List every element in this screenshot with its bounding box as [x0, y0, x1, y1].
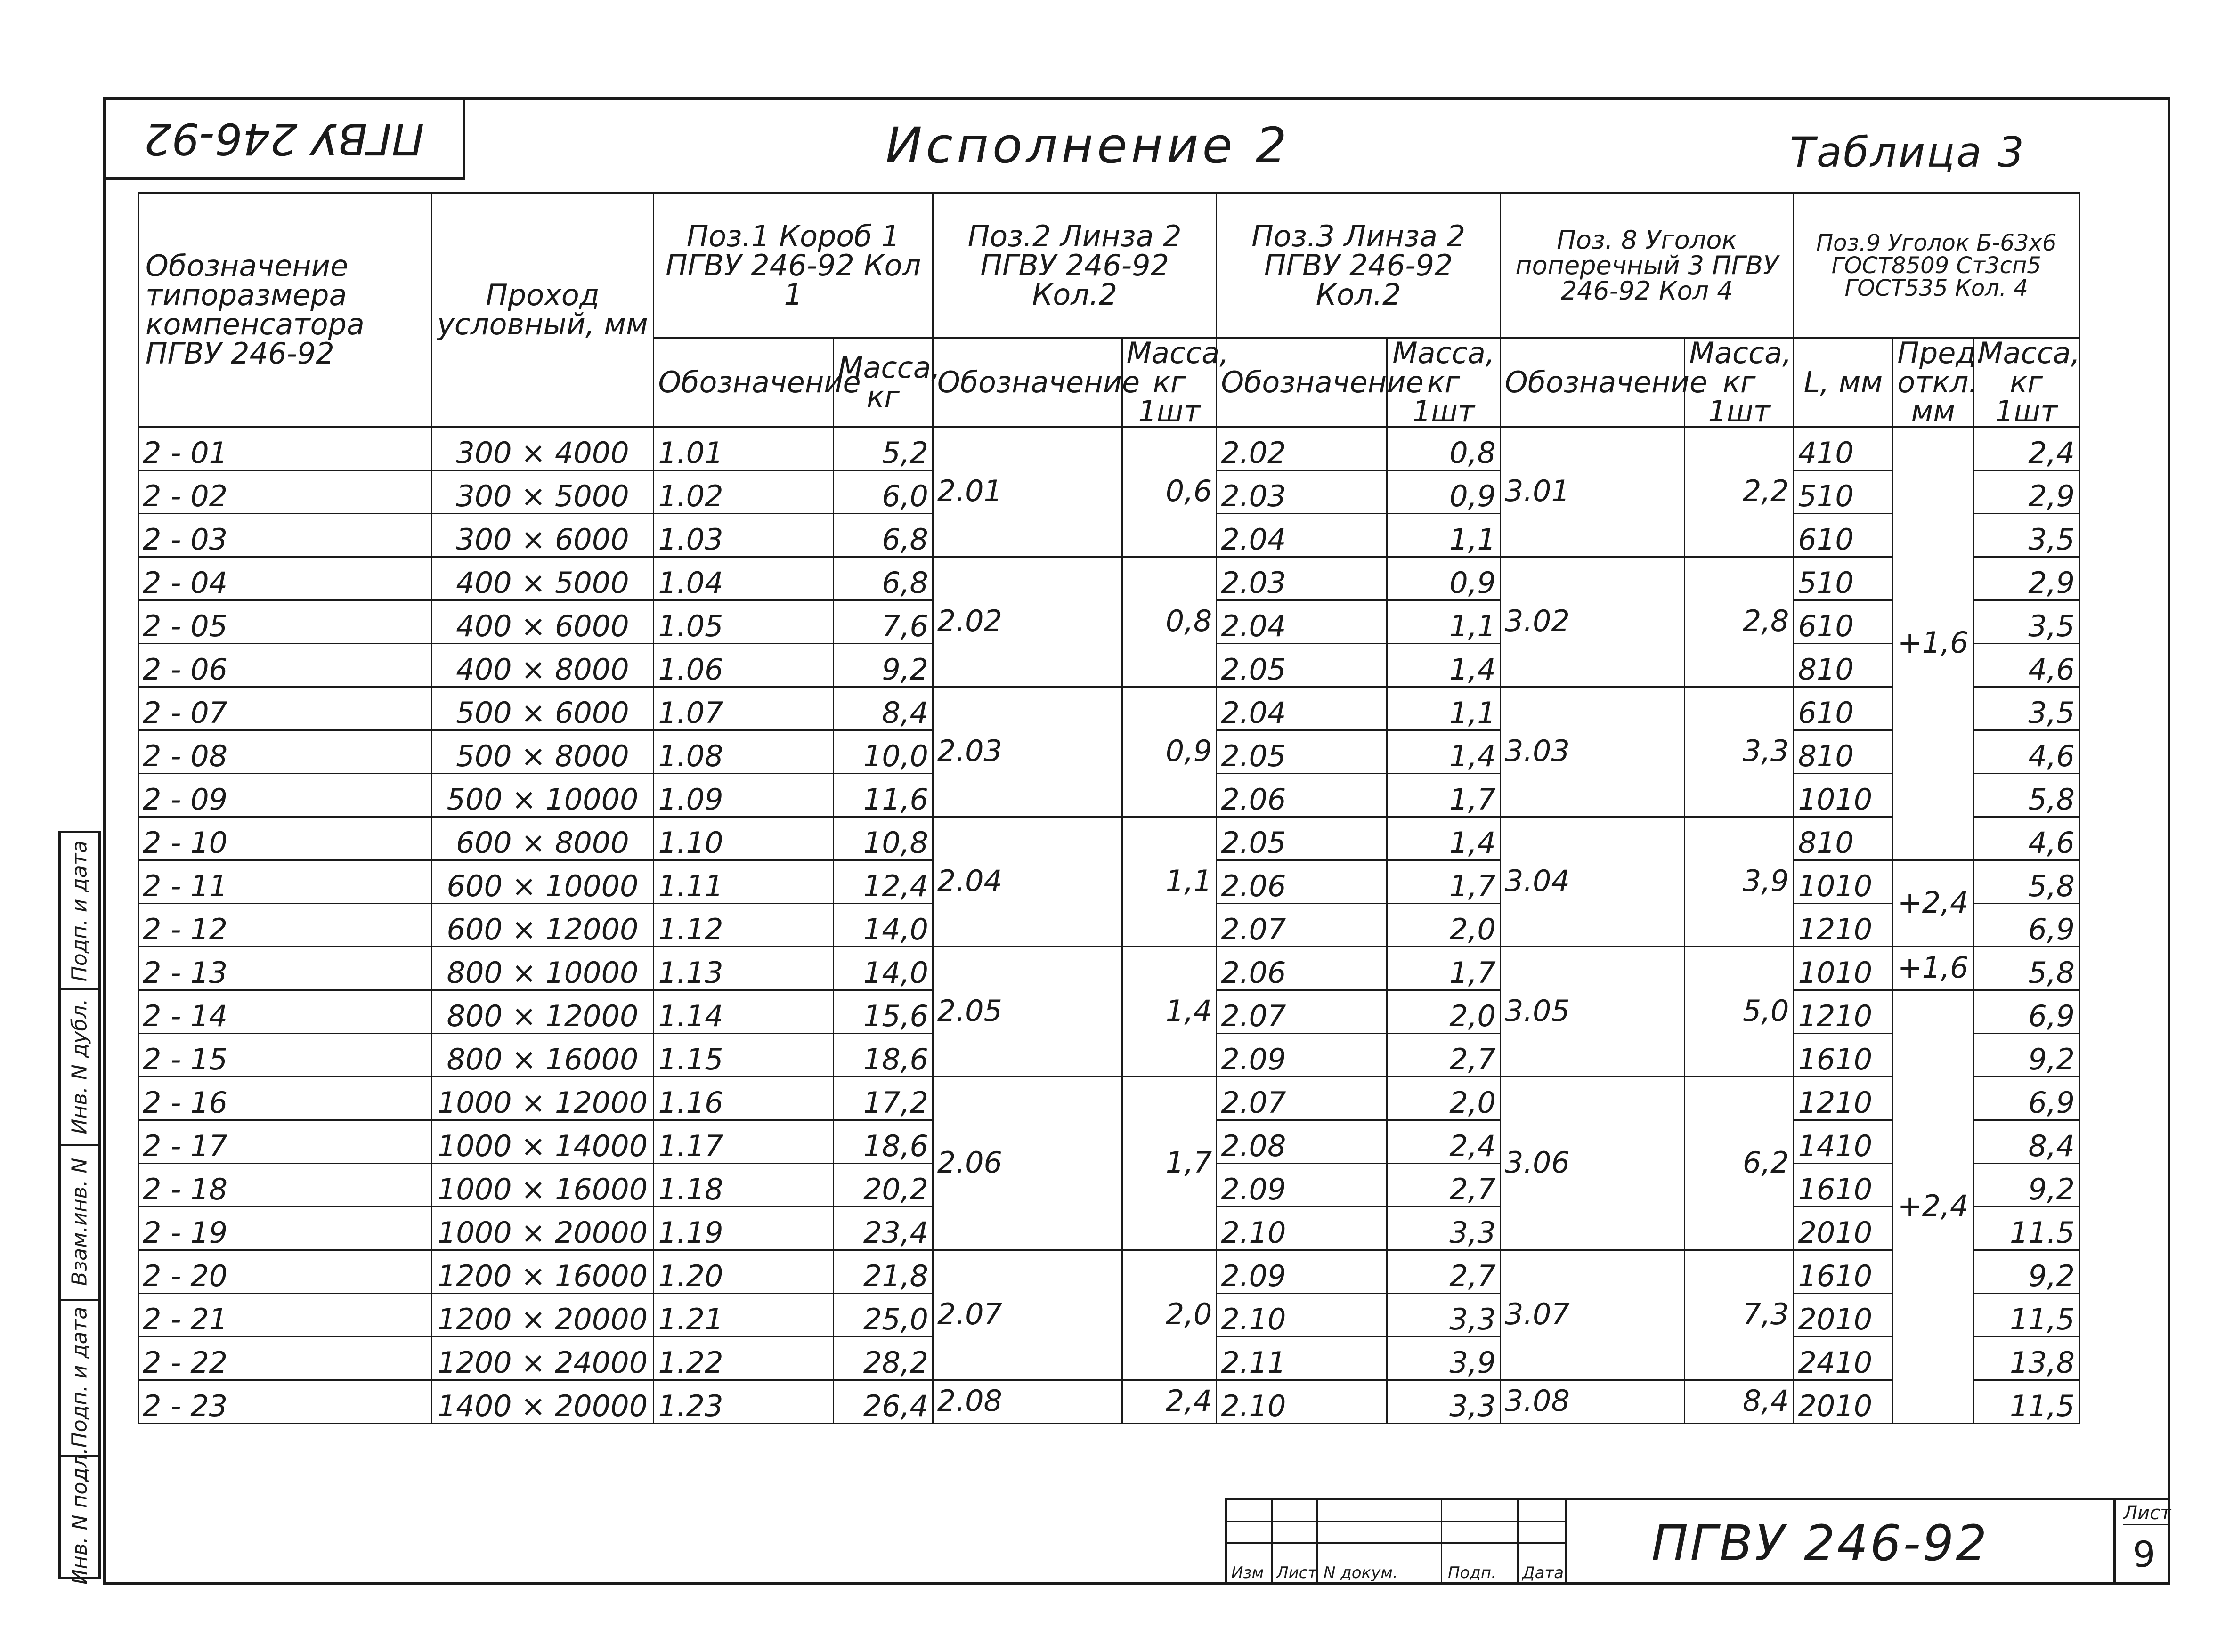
type-designation: 2 - 22 [138, 1337, 432, 1380]
box-designation: 1.02 [654, 470, 834, 514]
box-designation: 1.11 [654, 860, 834, 904]
type-designation: 2 - 05 [138, 600, 432, 644]
box-mass: 10,0 [834, 730, 933, 774]
type-designation: 2 - 13 [138, 947, 432, 990]
box-mass: 14,0 [834, 947, 933, 990]
angle9-length: 1010 [1794, 860, 1893, 904]
sheet-label: Лист [2123, 1502, 2170, 1525]
angle9-length: 2010 [1794, 1207, 1893, 1250]
angle9-length: 410 [1794, 427, 1893, 470]
box-designation: 1.14 [654, 990, 834, 1034]
lens3-designation: 2.07 [1217, 1077, 1387, 1120]
angle-designation: 3.07 [1500, 1250, 1685, 1380]
angle9-length: 810 [1794, 644, 1893, 687]
angle9-mass: 6,9 [1973, 1077, 2079, 1120]
box-mass: 8,4 [834, 687, 933, 730]
box-designation: 1.18 [654, 1164, 834, 1207]
box-mass: 6,8 [834, 514, 933, 557]
angle9-mass: 9,2 [1973, 1164, 2079, 1207]
sub-mass-each: Масса, кг 1шт [1685, 338, 1794, 427]
lens3-designation: 2.09 [1217, 1250, 1387, 1294]
tb-label: Лист [1276, 1563, 1317, 1582]
type-designation: 2 - 01 [138, 427, 432, 470]
type-designation: 2 - 08 [138, 730, 432, 774]
box-designation: 1.03 [654, 514, 834, 557]
nominal-passage: 1200 × 24000 [431, 1337, 654, 1380]
sub-designation: Обозначение [1217, 338, 1387, 427]
box-designation: 1.10 [654, 817, 834, 860]
angle9-mass: 5,8 [1973, 860, 2079, 904]
nominal-passage: 1000 × 16000 [431, 1164, 654, 1207]
box-designation: 1.09 [654, 774, 834, 817]
angle-mass: 3,3 [1685, 687, 1794, 817]
angle9-mass: 5,8 [1973, 947, 2079, 990]
lens3-designation: 2.06 [1217, 860, 1387, 904]
lens3-designation: 2.10 [1217, 1380, 1387, 1424]
box-mass: 14,0 [834, 904, 933, 947]
lens3-designation: 2.05 [1217, 817, 1387, 860]
table-row [138, 1380, 2079, 1424]
side-label: Подп. и дата [67, 1306, 92, 1448]
lens3-mass: 0,8 [1387, 427, 1500, 470]
angle-mass: 7,3 [1685, 1250, 1794, 1380]
lens3-mass: 1,7 [1387, 860, 1500, 904]
angle-mass: 8,4 [1685, 1380, 1794, 1424]
nominal-passage: 500 × 8000 [431, 730, 654, 774]
sub-mass: Масса, кг [834, 338, 933, 427]
box-designation: 1.13 [654, 947, 834, 990]
lens2-designation: 2.05 [933, 947, 1122, 1077]
nominal-passage: 300 × 4000 [431, 427, 654, 470]
box-mass: 25,0 [834, 1294, 933, 1337]
angle9-length: 1610 [1794, 1034, 1893, 1077]
angle9-mass: 5,8 [1973, 774, 2079, 817]
lens3-designation: 2.09 [1217, 1164, 1387, 1207]
sheet-box [2113, 1500, 2173, 1585]
nominal-passage: 800 × 16000 [431, 1034, 654, 1077]
box-designation: 1.12 [654, 904, 834, 947]
nominal-passage: 1200 × 16000 [431, 1250, 654, 1294]
angle9-length: 510 [1794, 557, 1893, 600]
lens3-designation: 2.07 [1217, 990, 1387, 1034]
type-designation: 2 - 03 [138, 514, 432, 557]
lens3-mass: 2,0 [1387, 1077, 1500, 1120]
side-cell [61, 988, 98, 1146]
length-tolerance: +1,6 [1893, 947, 1973, 990]
lens2-mass: 2,4 [1122, 1380, 1217, 1424]
nominal-passage: 1000 × 12000 [431, 1077, 654, 1120]
sub-mass-each: Масса, кг 1шт [1387, 338, 1500, 427]
sheet-number: 9 [2133, 1533, 2156, 1575]
type-designation: 2 - 12 [138, 904, 432, 947]
table-row [138, 1077, 2079, 1120]
type-designation: 2 - 10 [138, 817, 432, 860]
table-row [138, 557, 2079, 600]
side-stamp [58, 831, 101, 1585]
angle9-length: 1210 [1794, 990, 1893, 1034]
table-label: Таблица 3 [1790, 128, 2026, 177]
nominal-passage: 1000 × 20000 [431, 1207, 654, 1250]
type-designation: 2 - 16 [138, 1077, 432, 1120]
lens3-mass: 1,7 [1387, 774, 1500, 817]
box-mass: 17,2 [834, 1077, 933, 1120]
lens3-designation: 2.07 [1217, 904, 1387, 947]
box-mass: 26,4 [834, 1380, 933, 1424]
type-designation: 2 - 19 [138, 1207, 432, 1250]
lens3-mass: 1,7 [1387, 947, 1500, 990]
angle9-length: 1610 [1794, 1250, 1893, 1294]
header-pos8: Поз. 8 Уголок поперечный 3 ПГВУ 246-92 Кол 4 [1500, 193, 1794, 338]
type-designation: 2 - 09 [138, 774, 432, 817]
side-label: Взам.инв. N [67, 1158, 92, 1286]
type-designation: 2 - 21 [138, 1294, 432, 1337]
lens3-designation: 2.02 [1217, 427, 1387, 470]
box-designation: 1.23 [654, 1380, 834, 1424]
lens2-mass: 1,4 [1122, 947, 1217, 1077]
lens3-designation: 2.04 [1217, 687, 1387, 730]
lens3-designation: 2.06 [1217, 774, 1387, 817]
nominal-passage: 600 × 10000 [431, 860, 654, 904]
box-designation: 1.21 [654, 1294, 834, 1337]
lens3-designation: 2.11 [1217, 1337, 1387, 1380]
box-mass: 11,6 [834, 774, 933, 817]
angle9-length: 510 [1794, 470, 1893, 514]
sub-designation: Обозначение [933, 338, 1122, 427]
angle9-mass: 4,6 [1973, 817, 2079, 860]
angle9-mass: 8,4 [1973, 1120, 2079, 1164]
lens3-mass: 3,3 [1387, 1294, 1500, 1337]
angle9-mass: 4,6 [1973, 730, 2079, 774]
angle-mass: 2,8 [1685, 557, 1794, 687]
angle9-mass: 2,9 [1973, 557, 2079, 600]
sub-designation: Обозначение [654, 338, 834, 427]
angle9-mass: 11.5 [1973, 1207, 2079, 1250]
angle9-mass: 6,9 [1973, 990, 2079, 1034]
type-designation: 2 - 06 [138, 644, 432, 687]
type-designation: 2 - 14 [138, 990, 432, 1034]
angle9-length: 1010 [1794, 947, 1893, 990]
tb-label: Изм [1231, 1563, 1264, 1582]
lens3-designation: 2.03 [1217, 557, 1387, 600]
sub-designation: Обозначение [1500, 338, 1685, 427]
angle-designation: 3.03 [1500, 687, 1685, 817]
nominal-passage: 1200 × 20000 [431, 1294, 654, 1337]
side-label: Инв. N дубл. [67, 998, 92, 1134]
box-mass: 20,2 [834, 1164, 933, 1207]
angle9-length: 610 [1794, 687, 1893, 730]
tb-label: Подп. [1448, 1563, 1496, 1582]
lens3-designation: 2.05 [1217, 644, 1387, 687]
side-cell [61, 833, 98, 990]
lens2-designation: 2.01 [933, 427, 1122, 557]
angle9-length: 2010 [1794, 1380, 1893, 1424]
box-designation: 1.17 [654, 1120, 834, 1164]
table-row [138, 817, 2079, 860]
sub-tolerance: Пред. откл. мм [1893, 338, 1973, 427]
box-designation: 1.16 [654, 1077, 834, 1120]
lens3-mass: 2,4 [1387, 1120, 1500, 1164]
lens2-mass: 0,9 [1122, 687, 1217, 817]
side-cell [61, 1447, 98, 1585]
tb-label: Дата [1522, 1563, 1564, 1582]
table-row [138, 687, 2079, 730]
nominal-passage: 800 × 10000 [431, 947, 654, 990]
lens3-mass: 3,3 [1387, 1380, 1500, 1424]
lens2-designation: 2.07 [933, 1250, 1122, 1380]
angle-mass: 2,2 [1685, 427, 1794, 557]
nominal-passage: 1400 × 20000 [431, 1380, 654, 1424]
type-designation: 2 - 17 [138, 1120, 432, 1164]
side-cell [61, 1144, 98, 1301]
lens3-designation: 2.04 [1217, 600, 1387, 644]
angle9-mass: 9,2 [1973, 1250, 2079, 1294]
length-tolerance: +2,4 [1893, 860, 1973, 947]
sub-length: L, мм [1794, 338, 1893, 427]
lens2-mass: 1,7 [1122, 1077, 1217, 1250]
type-designation: 2 - 04 [138, 557, 432, 600]
title-block [1225, 1498, 2170, 1585]
nominal-passage: 500 × 10000 [431, 774, 654, 817]
lens3-designation: 2.10 [1217, 1294, 1387, 1337]
lens3-mass: 1,4 [1387, 817, 1500, 860]
nominal-passage: 1000 × 14000 [431, 1120, 654, 1164]
spec-body [138, 427, 2079, 1424]
box-mass: 28,2 [834, 1337, 933, 1380]
lens3-mass: 2,0 [1387, 904, 1500, 947]
angle9-mass: 2,9 [1973, 470, 2079, 514]
lens2-mass: 1,1 [1122, 817, 1217, 947]
table-row [138, 427, 2079, 470]
angle-designation: 3.06 [1500, 1077, 1685, 1250]
lens3-designation: 2.04 [1217, 514, 1387, 557]
lens2-designation: 2.04 [933, 817, 1122, 947]
type-designation: 2 - 23 [138, 1380, 432, 1424]
box-designation: 1.04 [654, 557, 834, 600]
top-stamp-text: ПГВУ 246-92 [144, 113, 424, 164]
type-designation: 2 - 02 [138, 470, 432, 514]
nominal-passage: 600 × 8000 [431, 817, 654, 860]
angle9-length: 2010 [1794, 1294, 1893, 1337]
angle-designation: 3.08 [1500, 1380, 1685, 1424]
lens3-mass: 1,1 [1387, 687, 1500, 730]
angle9-mass: 13,8 [1973, 1337, 2079, 1380]
angle9-length: 610 [1794, 600, 1893, 644]
box-designation: 1.07 [654, 687, 834, 730]
header-pos1: Поз.1 Короб 1 ПГВУ 246-92 Кол 1 [654, 193, 933, 338]
lens2-mass: 2,0 [1122, 1250, 1217, 1380]
angle9-length: 810 [1794, 730, 1893, 774]
angle9-length: 810 [1794, 817, 1893, 860]
angle9-mass: 3,5 [1973, 600, 2079, 644]
type-designation: 2 - 20 [138, 1250, 432, 1294]
lens3-mass: 1,4 [1387, 644, 1500, 687]
lens2-designation: 2.08 [933, 1380, 1122, 1424]
lens2-designation: 2.03 [933, 687, 1122, 817]
nominal-passage: 600 × 12000 [431, 904, 654, 947]
angle-designation: 3.02 [1500, 557, 1685, 687]
header-pos2: Поз.2 Линза 2 ПГВУ 246-92 Кол.2 [933, 193, 1216, 338]
type-designation: 2 - 15 [138, 1034, 432, 1077]
box-mass: 12,4 [834, 860, 933, 904]
table-row [138, 1250, 2079, 1294]
header-designation: Обозначение типоразмера компенсатора ПГВУ 246-92 [138, 193, 432, 427]
angle-mass: 5,0 [1685, 947, 1794, 1077]
nominal-passage: 400 × 8000 [431, 644, 654, 687]
angle9-mass: 3,5 [1973, 687, 2079, 730]
lens3-mass: 0,9 [1387, 557, 1500, 600]
header-passage: Проход условный, мм [431, 193, 654, 427]
box-mass: 18,6 [834, 1120, 933, 1164]
angle9-mass: 11,5 [1973, 1380, 2079, 1424]
length-tolerance: +2,4 [1893, 990, 1973, 1424]
header-pos3: Поз.3 Линза 2 ПГВУ 246-92 Кол.2 [1217, 193, 1500, 338]
angle9-length: 1410 [1794, 1120, 1893, 1164]
lens3-mass: 3,9 [1387, 1337, 1500, 1380]
box-designation: 1.20 [654, 1250, 834, 1294]
angle9-mass: 9,2 [1973, 1034, 2079, 1077]
lens3-mass: 2,0 [1387, 990, 1500, 1034]
angle9-length: 1010 [1794, 774, 1893, 817]
angle-designation: 3.05 [1500, 947, 1685, 1077]
lens3-mass: 0,9 [1387, 470, 1500, 514]
lens2-designation: 2.02 [933, 557, 1122, 687]
angle-designation: 3.01 [1500, 427, 1685, 557]
angle9-length: 1210 [1794, 1077, 1893, 1120]
spec-table [138, 192, 2080, 1424]
lens3-designation: 2.05 [1217, 730, 1387, 774]
tb-label: N докум. [1324, 1563, 1398, 1582]
table-row [138, 947, 2079, 990]
angle-designation: 3.04 [1500, 817, 1685, 947]
angle9-mass: 3,5 [1973, 514, 2079, 557]
lens2-designation: 2.06 [933, 1077, 1122, 1250]
type-designation: 2 - 18 [138, 1164, 432, 1207]
lens3-mass: 1,1 [1387, 600, 1500, 644]
box-designation: 1.05 [654, 600, 834, 644]
box-mass: 15,6 [834, 990, 933, 1034]
box-designation: 1.19 [654, 1207, 834, 1250]
box-mass: 23,4 [834, 1207, 933, 1250]
sub-mass-each: Масса, кг 1шт [1973, 338, 2079, 427]
lens2-mass: 0,8 [1122, 557, 1217, 687]
angle9-mass: 2,4 [1973, 427, 2079, 470]
angle9-mass: 6,9 [1973, 904, 2079, 947]
box-designation: 1.15 [654, 1034, 834, 1077]
box-mass: 18,6 [834, 1034, 933, 1077]
lens3-mass: 3,3 [1387, 1207, 1500, 1250]
angle9-length: 610 [1794, 514, 1893, 557]
side-label: Подп. и дата [67, 840, 92, 981]
angle9-mass: 4,6 [1973, 644, 2079, 687]
box-designation: 1.01 [654, 427, 834, 470]
angle9-length: 1610 [1794, 1164, 1893, 1207]
length-tolerance: +1,6 [1893, 427, 1973, 860]
lens3-mass: 2,7 [1387, 1250, 1500, 1294]
lens3-mass: 1,1 [1387, 514, 1500, 557]
header-pos9: Поз.9 Уголок Б-63х6 ГОСТ8509 Ст3сп5 ГОСТ535 Кол. 4 [1794, 193, 2079, 338]
angle9-mass: 11,5 [1973, 1294, 2079, 1337]
lens3-designation: 2.03 [1217, 470, 1387, 514]
sub-mass-each: Масса, кг 1шт [1122, 338, 1217, 427]
title-block-grid [1227, 1500, 1567, 1585]
nominal-passage: 500 × 6000 [431, 687, 654, 730]
document-code: ПГВУ 246-92 [1651, 1514, 1989, 1572]
type-designation: 2 - 11 [138, 860, 432, 904]
box-mass: 21,8 [834, 1250, 933, 1294]
lens3-mass: 2,7 [1387, 1164, 1500, 1207]
lens3-designation: 2.10 [1217, 1207, 1387, 1250]
lens3-designation: 2.06 [1217, 947, 1387, 990]
box-mass: 10,8 [834, 817, 933, 860]
nominal-passage: 400 × 6000 [431, 600, 654, 644]
angle9-length: 1210 [1794, 904, 1893, 947]
box-designation: 1.08 [654, 730, 834, 774]
angle-mass: 3,9 [1685, 817, 1794, 947]
side-label: Инв. N подл. [67, 1447, 92, 1585]
box-designation: 1.22 [654, 1337, 834, 1380]
lens3-mass: 1,4 [1387, 730, 1500, 774]
top-stamp [103, 97, 465, 180]
nominal-passage: 400 × 5000 [431, 557, 654, 600]
page-title: Исполнение 2 [885, 117, 1291, 174]
type-designation: 2 - 07 [138, 687, 432, 730]
nominal-passage: 300 × 6000 [431, 514, 654, 557]
box-mass: 9,2 [834, 644, 933, 687]
box-designation: 1.06 [654, 644, 834, 687]
angle9-length: 2410 [1794, 1337, 1893, 1380]
side-cell [61, 1299, 98, 1457]
lens3-designation: 2.08 [1217, 1120, 1387, 1164]
box-mass: 7,6 [834, 600, 933, 644]
lens2-mass: 0,6 [1122, 427, 1217, 557]
nominal-passage: 800 × 12000 [431, 990, 654, 1034]
lens3-mass: 2,7 [1387, 1034, 1500, 1077]
box-mass: 5,2 [834, 427, 933, 470]
lens3-designation: 2.09 [1217, 1034, 1387, 1077]
box-mass: 6,0 [834, 470, 933, 514]
nominal-passage: 300 × 5000 [431, 470, 654, 514]
angle-mass: 6,2 [1685, 1077, 1794, 1250]
box-mass: 6,8 [834, 557, 933, 600]
